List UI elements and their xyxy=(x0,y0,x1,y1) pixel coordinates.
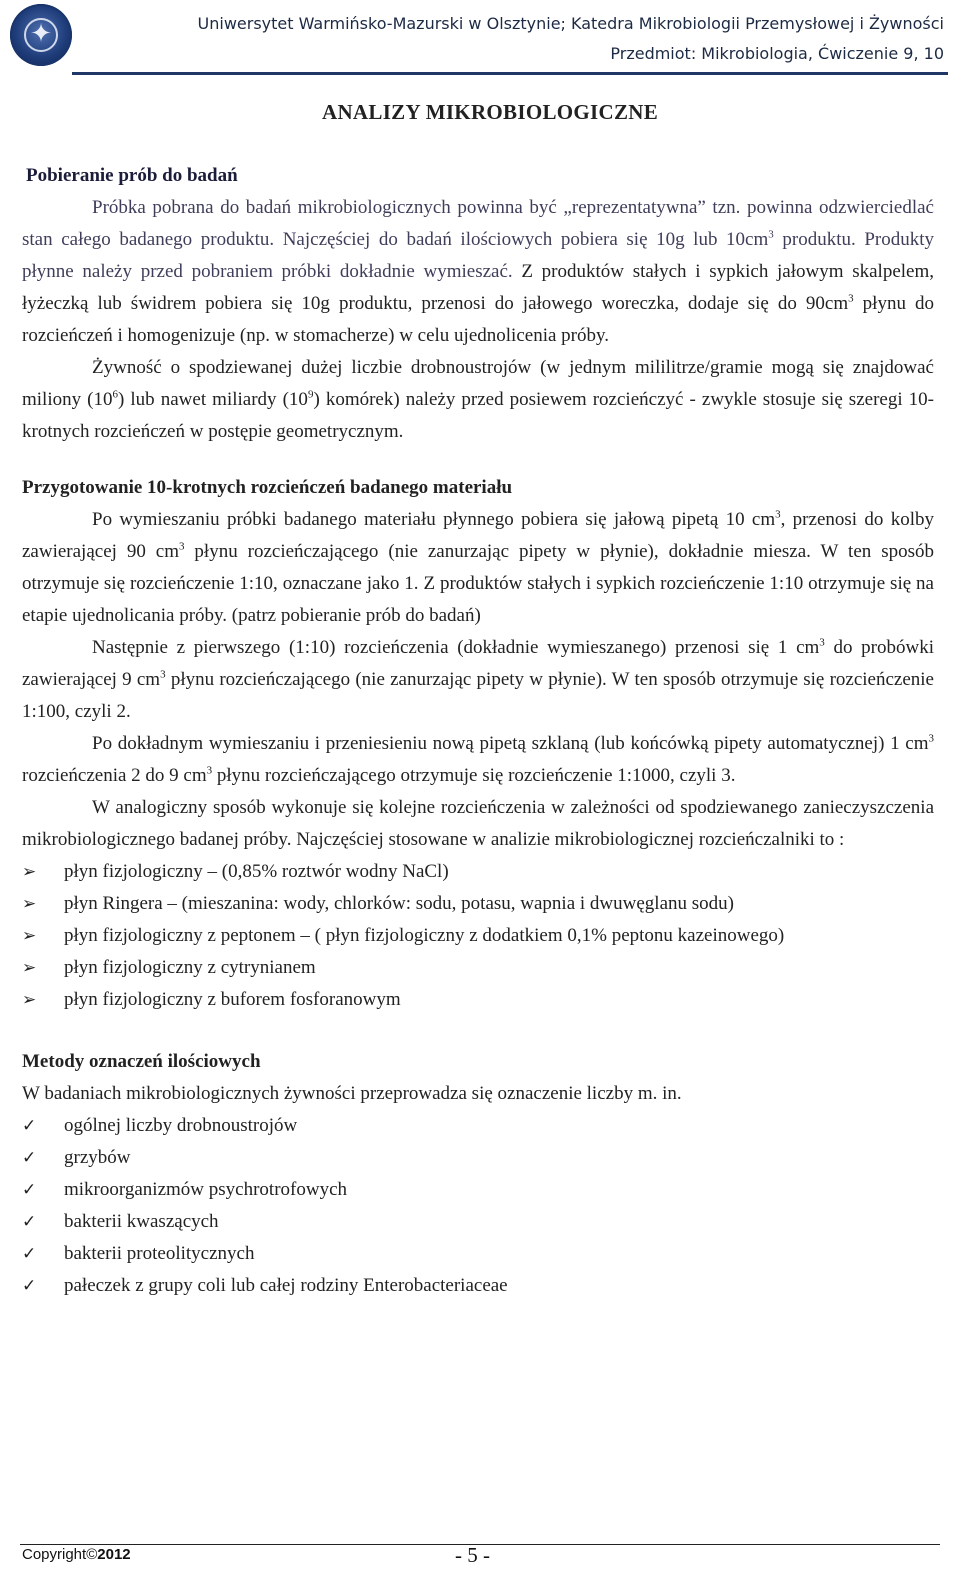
list-item: ➢ płyn fizjologiczny z peptonem – ( płyn fizjologiczny z dodatkiem 0,1% peptonu kazeinowego) xyxy=(22,920,934,952)
list-item: ✓ ogólnej liczby drobnoustrojów xyxy=(22,1110,934,1142)
paragraph-sampling-1: Próbka pobrana do badań mikrobiologicznych powinna być „reprezentatywna” tzn. powinna odzwierciedlać stan całego badanego produktu. Najczęściej do badań ilościowych pobiera się 10g lub $10cm^3$ produktu. Produkty płynne należy przed pobraniem próbki dokładnie wymieszać. Z produktów stałych i sypkich jałowym skalpelem, łyżeczką lub świdrem pobiera się 10g produktu, przenosi do jałowego woreczka, dodaje się do $90cm^3$ płynu do rozcieńczeń i homogenizuje (np. w stomacherze) w celu ujednolicenia próby. xyxy=(22,197,935,346)
checkmark-bullet-icon: ✓ xyxy=(22,1148,37,1168)
list-item: ➢ płyn fizjologiczny z cytrynianem xyxy=(22,952,934,984)
arrow-bullet-icon: ➢ xyxy=(22,958,37,978)
university-emblem-icon: ✦ xyxy=(10,4,72,66)
checkmark-bullet-icon: ✓ xyxy=(22,1212,37,1232)
copyright-notice: Copyright©2012 xyxy=(22,1546,131,1563)
list-item: ✓ mikroorganizmów psychrotrofowych xyxy=(22,1174,934,1206)
paragraph-dilutions-4: W analogiczny sposób wykonuje się kolejne rozcieńczenia w zależności od spodziewanego zanieczyszczenia mikrobiologicznego badanej próby. Najczęściej stosowane w analizie mikrobiologicznej rozcieńczalniki to : xyxy=(22,797,934,850)
paragraph-dilutions-2: Następnie z pierwszego (1:10) rozcieńczenia (dokładnie wymieszanego) przenosi się 1 $cm^3$ do probówki zawierającej 9 $cm^3$ płynu rozcieńczającego (nie zanurzając pipety w płynie). W ten sposób otrzymuje się rozcieńczenie 1:100, czyli 2. xyxy=(22,636,934,722)
list-item: ➢ płyn Ringera – (mieszanina: wody, chlorków: sodu, potasu, wapnia i dwuwęglanu sodu) xyxy=(22,888,934,920)
paragraph-dilutions-3: Po dokładnym wymieszaniu i przeniesieniu nową pipetą szklaną (lub końcówką pipety automatycznej) 1 $cm^3$ rozcieńczenia 2 do 9 $cm^3$ płynu rozcieńczającego otrzymuje się rozcieńczenie 1:1000, czyli 3. xyxy=(22,732,934,786)
arrow-bullet-icon: ➢ xyxy=(22,926,37,946)
diluent-list xyxy=(22,856,934,1016)
arrow-bullet-icon: ➢ xyxy=(22,990,37,1010)
arrow-bullet-icon: ➢ xyxy=(22,862,37,882)
methods-list xyxy=(22,1110,934,1302)
checkmark-bullet-icon: ✓ xyxy=(22,1116,37,1136)
checkmark-bullet-icon: ✓ xyxy=(22,1276,37,1296)
list-item: ➢ płyn fizjologiczny – (0,85% roztwór wodny NaCl) xyxy=(22,856,934,888)
list-item: ✓ bakterii kwaszących xyxy=(22,1206,934,1238)
section-heading-sampling: Pobieranie prób do badań xyxy=(26,165,238,186)
page-number: - 5 - xyxy=(455,1543,490,1567)
header-divider xyxy=(72,72,948,75)
header-subject: Przedmiot: Mikrobiologia, Ćwiczenie 9, 10 xyxy=(610,44,944,63)
arrow-bullet-icon: ➢ xyxy=(22,894,37,914)
page-title: ANALIZY MIKROBIOLOGICZNE xyxy=(322,100,659,124)
list-item: ➢ płyn fizjologiczny z buforem fosforanowym xyxy=(22,984,934,1016)
document-body xyxy=(22,160,934,1302)
section-heading-methods: Metody oznaczeń ilościowych xyxy=(22,1051,261,1072)
checkmark-bullet-icon: ✓ xyxy=(22,1244,37,1264)
list-item: ✓ bakterii proteolitycznych xyxy=(22,1238,934,1270)
list-item: ✓ grzybów xyxy=(22,1142,934,1174)
header-institution: Uniwersytet Warmińsko-Mazurski w Olsztynie; Katedra Mikrobiologii Przemysłowej i Żywności xyxy=(197,14,944,33)
section-heading-dilutions: Przygotowanie 10-krotnych rozcieńczeń badanego materiału xyxy=(22,477,513,498)
list-item: ✓ pałeczek z grupy coli lub całej rodziny Enterobacteriaceae xyxy=(22,1270,934,1302)
paragraph-methods-intro: W badaniach mikrobiologicznych żywności przeprowadza się oznaczenie liczby m. in. xyxy=(22,1083,682,1104)
paragraph-dilutions-1: Po wymieszaniu próbki badanego materiału płynnego pobiera się jałową pipetą 10 $cm^3$, przenosi do kolby zawierającej 90 $cm^3$ płynu rozcieńczającego (nie zanurzając pipety w płynie), dokładnie miesza. W ten sposób otrzymuje się rozcieńczenie 1:10, oznaczane jako 1. Z produktów stałych i sypkich rozcieńczenie 1:10 otrzymuje się na etapie ujednolicania próby. (patrz pobieranie prób do badań) xyxy=(22,508,934,626)
page-header xyxy=(0,0,960,78)
checkmark-bullet-icon: ✓ xyxy=(22,1180,37,1200)
paragraph-sampling-2: Żywność o spodziewanej dużej liczbie drobnoustrojów (w jednym mililitrze/gramie mogą się znajdować miliony $(10^6)$ lub nawet miliardy $(10^9)$ komórek) należy przed posiewem rozcieńczyć - zwykle stosuje się szeregi 10-krotnych rozcieńczeń w postępie geometrycznym. xyxy=(22,357,934,442)
